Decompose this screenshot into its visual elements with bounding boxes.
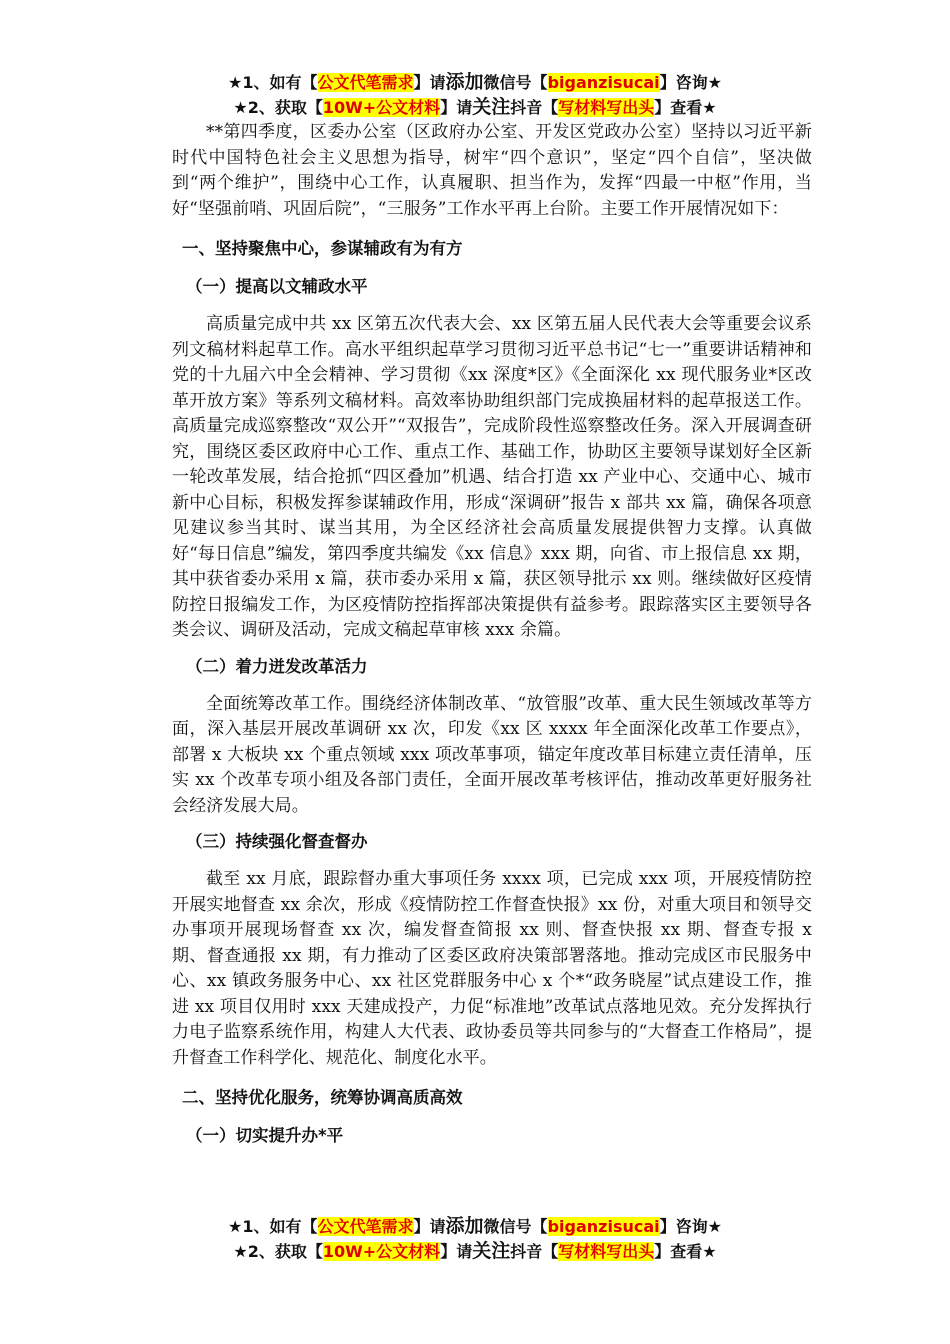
banner-text: 】查看★ xyxy=(654,98,717,117)
section-heading: 一、坚持聚焦中心，参谋辅政有为有方 xyxy=(182,239,463,258)
banner-text: 微信号【 xyxy=(483,73,548,92)
banner-text: 】请 xyxy=(413,1217,446,1236)
section-heading: 二、坚持优化服务，统筹协调高质高效 xyxy=(182,1088,463,1107)
banner-text: 】咨询★ xyxy=(659,73,722,92)
banner-highlight: 公文代笔需求 xyxy=(317,1217,414,1236)
banner-text: 】咨询★ xyxy=(659,1217,722,1236)
banner-text: 】请 xyxy=(413,73,446,92)
subsection-heading: （一）提高以文辅政水平 xyxy=(186,277,368,296)
banner-highlight: 写材料写出头 xyxy=(558,98,655,117)
banner-highlight: biganzisucai xyxy=(547,73,660,92)
banner-highlight: 10W+公文材料 xyxy=(322,98,441,117)
banner-emphasis: 添加 xyxy=(445,71,484,93)
body-paragraph: 截至 xx 月底，跟踪督办重大事项任务 xxxx 项，已完成 xxx 项，开展疫情防控开展实地督查 xx 余次，形成《疫情防控工作督查快报》xx 份，对重大项目和领导交办事项开展现场督查 xx 次，编发督查简报 xx 则、督查快报 xx 期、督查专报 x 期、督查通报 xx 期，有力推动了区委区政府决策部署落地。推动完成区市民服务中心、xx 镇政务服务中心、xx 社区党群服务中心 x 个*“政务晓屋”试点建设工作，推进 xx 项目仅用时 xxx 天建成投产，力促“标准地”改革试点落地见效。充分发挥执行力电子监察系统作用，构建人大代表、政协委员等共同参与的“大督查工作格局”，提升督查工作科学化、规范化、制度化水平。 xyxy=(172,869,812,1068)
banner-line-1 xyxy=(0,1214,950,1239)
banner-text: 】请 xyxy=(440,98,473,117)
subsection-heading: （二）着力迸发改革活力 xyxy=(186,656,368,676)
banner-highlight: 10W+公文材料 xyxy=(322,1242,441,1261)
banner-line-1 xyxy=(0,70,950,95)
banner-text: 抖音【 xyxy=(510,1242,559,1261)
banner-emphasis: 关注 xyxy=(472,96,511,118)
banner-text: 抖音【 xyxy=(510,98,559,117)
banner-highlight: 写材料写出头 xyxy=(558,1242,655,1261)
banner-line-2 xyxy=(0,1239,950,1264)
banner-text: 】请 xyxy=(440,1242,473,1261)
banner-emphasis: 关注 xyxy=(472,1240,511,1262)
subsection-heading: （三）持续强化督查督办 xyxy=(186,832,368,851)
banner-highlight: 公文代笔需求 xyxy=(317,73,414,92)
banner-text: 微信号【 xyxy=(483,1217,548,1236)
intro-paragraph: **第四季度，区委办公室（区政府办公室、开发区党政办公室）坚持以习近平新时代中国特色社会主义思想为指导，树牢“四个意识”，坚定“四个自信”，坚决做到“两个维护”，围绕中心工作，认真履职、担当作为，发挥“四最一中枢”作用，当好“坚强前哨、巩固后院”，“三服务”工作水平再上台阶。主要工作开展情况如下： xyxy=(172,122,812,219)
header-banner xyxy=(0,70,950,120)
banner-text: ★2、获取【 xyxy=(233,98,323,117)
subsection-heading: （一）切实提升办*平 xyxy=(186,1126,344,1145)
banner-line-2 xyxy=(0,95,950,120)
banner-text: ★1、如有【 xyxy=(228,73,318,92)
footer-banner xyxy=(0,1214,950,1264)
body-paragraph: 全面统筹改革工作。围绕经济体制改革、“放管服”改革、重大民生领域改革等方面，深入基层开展改革调研 xx 次，印发《xx 区 xxxx 年全面深化改革工作要点》，部署 x 大板块 xx 个重点领域 xxx 项改革事项，锚定年度改革目标建立责任清单，压实 xx 个改革专项小组及各部门责任，全面开展改革考核评估，推动改革更好服务社会经济发展大局。 xyxy=(172,693,812,816)
banner-text: ★1、如有【 xyxy=(228,1217,318,1236)
banner-text: ★2、获取【 xyxy=(233,1242,323,1261)
document-body xyxy=(172,120,812,1161)
banner-emphasis: 添加 xyxy=(445,1215,484,1237)
body-paragraph: 高质量完成中共 xx 区第五次代表大会、xx 区第五届人民代表大会等重要会议系列文稿材料起草工作。高水平组织起草学习贯彻习近平总书记“七一”重要讲话精神和党的十九届六中全会精神、学习贯彻《xx 深度*区》《全面深化 xx 现代服务业*区改革开放方案》等系列文稿材料。高效率协助组织部门完成换届材料的起草报送工作。高质量完成巡察整改“双公开”“双报告”，完成阶段性巡察整改任务。深入开展调查研究，围绕区委区政府中心工作、重点工作、基础工作，协助区主要领导谋划好全区新一轮改革发展，结合抢抓“四区叠加”机遇、结合打造 xx 产业中心、交通中心、城市新中心目标，积极发挥参谋辅政作用，形成“深调研”报告 x 部共 xx 篇，确保各项意见建议参当其时、谋当其用，为全区经济社会高质量发展提供智力支撑。认真做好“每日信息”编发，第四季度共编发《xx 信息》xxx 期，向省、市上报信息 xx 期，其中获省委办采用 x 篇，获市委办采用 x 篇，获区领导批示 xx 则。继续做好区疫情防控日报编发工作，为区疫情防控指挥部决策提供有益参考。跟踪落实区主要领导各类会议、调研及活动，完成文稿起草审核 xxx 余篇。 xyxy=(172,314,812,640)
banner-text: 】查看★ xyxy=(654,1242,717,1261)
banner-highlight: biganzisucai xyxy=(547,1217,660,1236)
